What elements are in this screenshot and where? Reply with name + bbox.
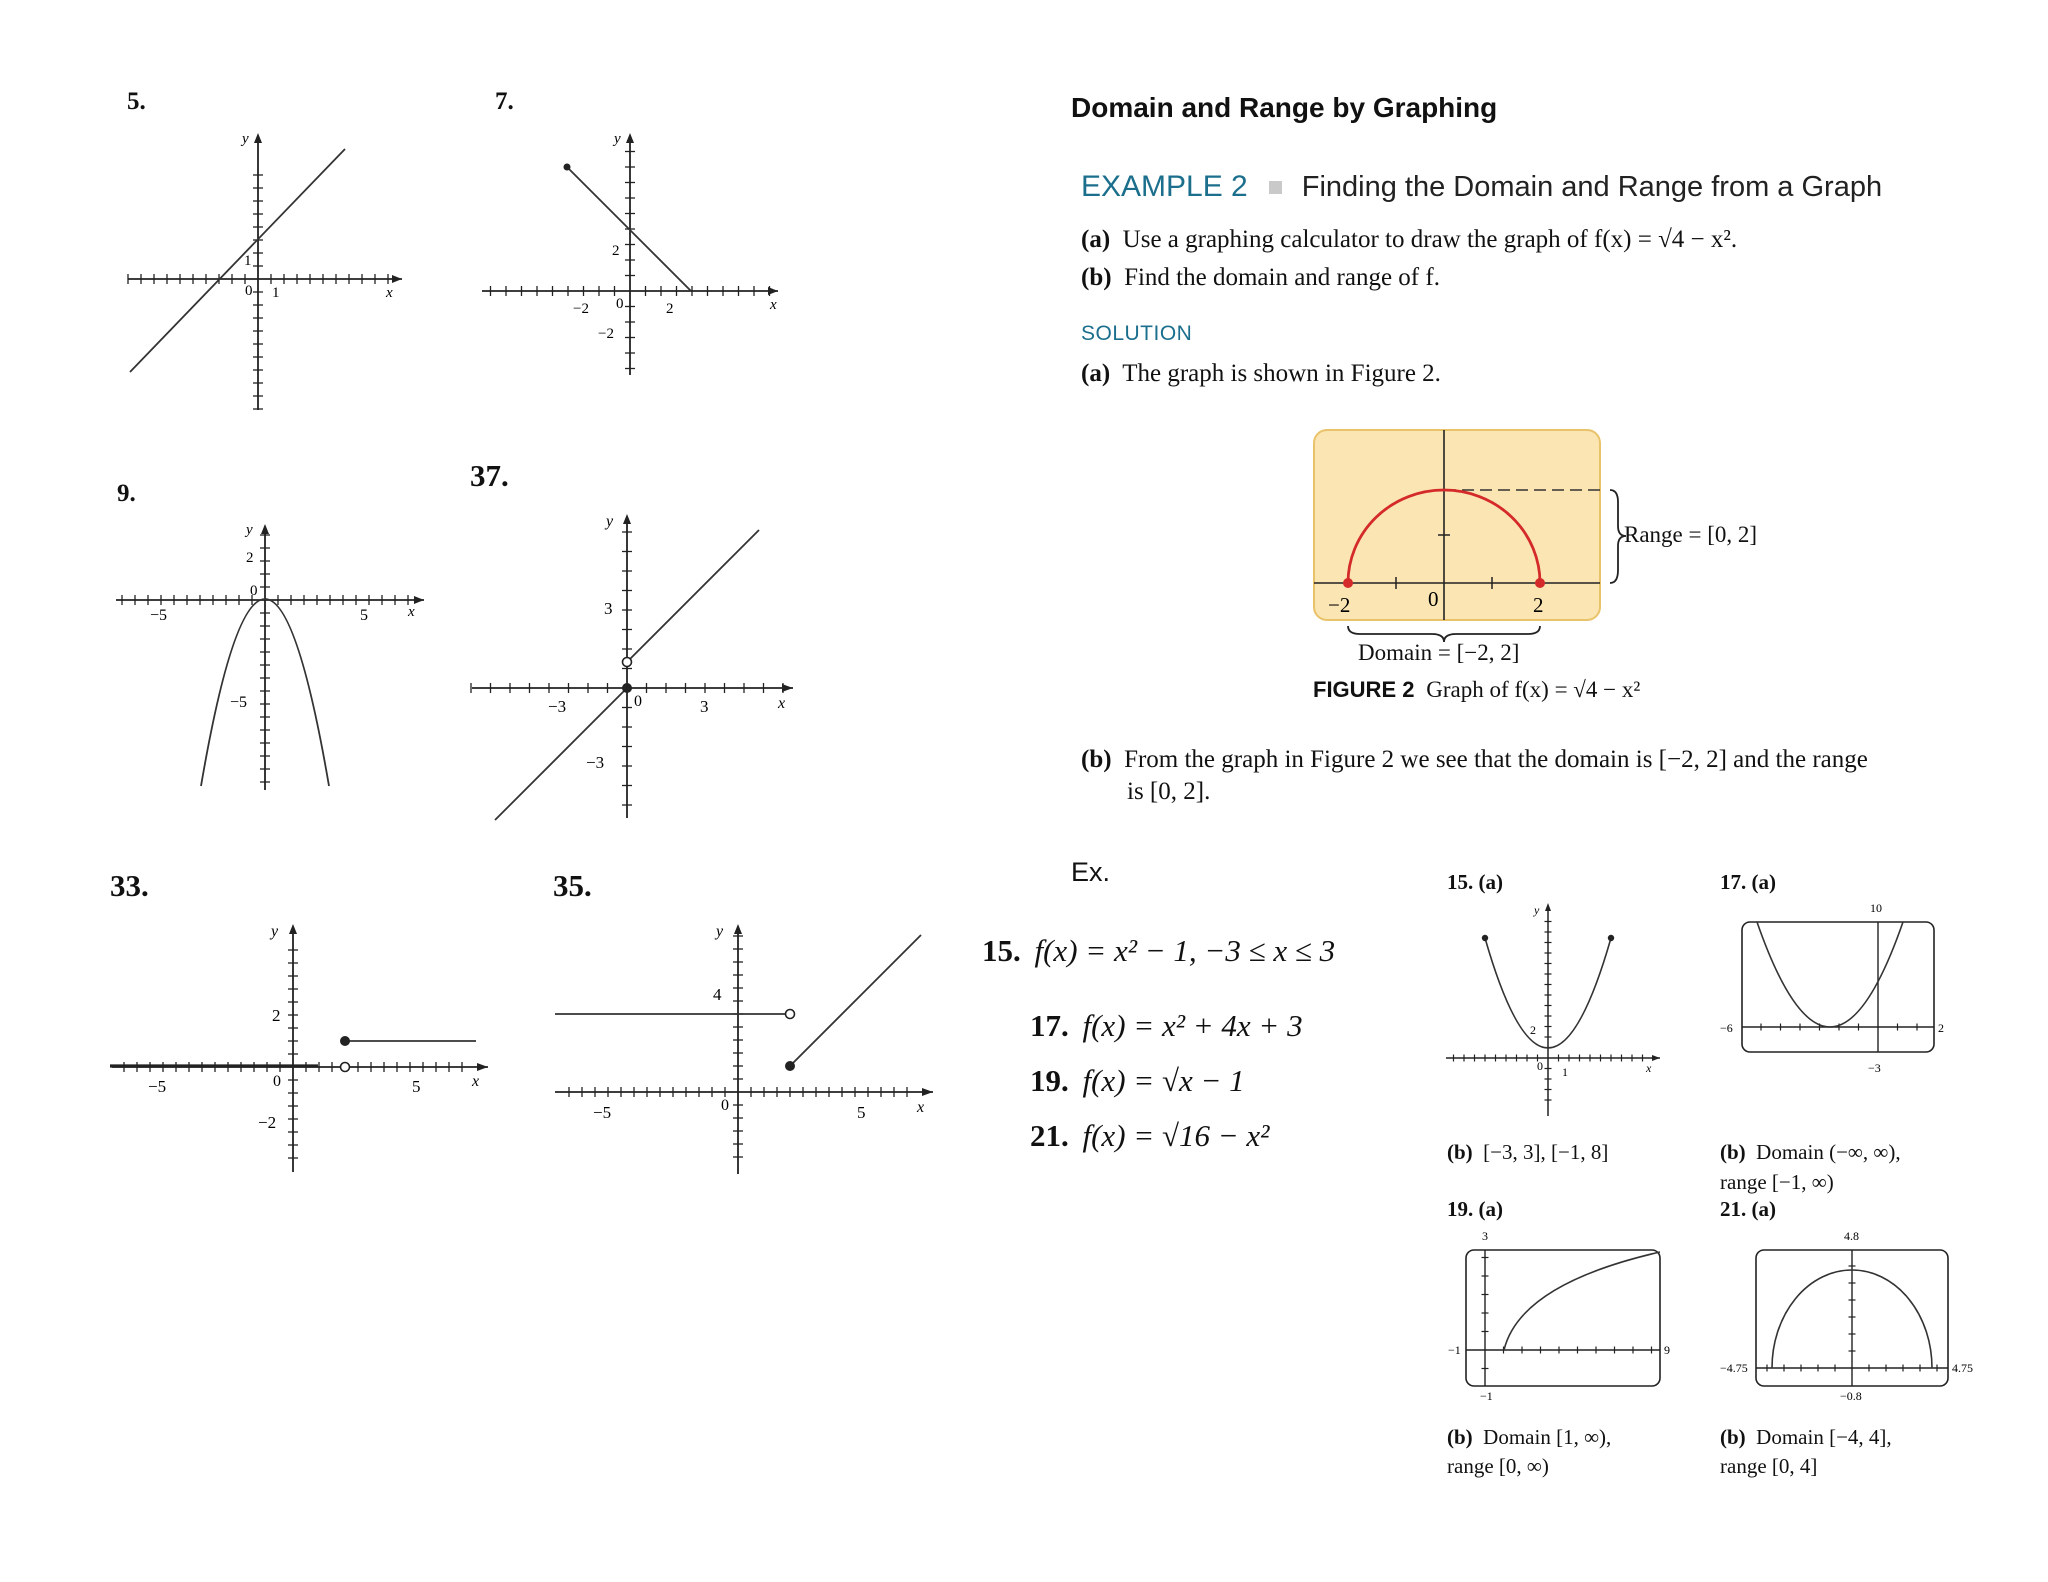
exercise-21: 21. f(x) = √16 − x² [1030,1118,1270,1153]
svg-text:3: 3 [1482,1229,1488,1243]
answer-15-title: 15. (a) [1447,870,1503,894]
svg-text:9: 9 [1664,1343,1670,1357]
tick-label-origin: 0 [245,283,253,299]
tick-label-yneg3: −3 [586,753,605,772]
tick-label-yneg2: −2 [258,1113,277,1132]
point-open [786,1010,795,1019]
svg-text:y: y [1534,903,1540,917]
graph-problem-5 [120,125,410,425]
y-axis-label: y [242,131,249,147]
exercise-17: 17. f(x) = x² + 4x + 3 [1030,1008,1303,1043]
svg-text:x: x [778,695,786,712]
tick-label-y3: 3 [604,599,613,618]
answer-17-b-cont: range [−1, ∞) [1720,1170,1834,1194]
figure-caption-text: Graph of f(x) = √4 − x² [1426,677,1641,702]
figure-caption [1313,677,1640,703]
answer-15-b: (b) [−3, 3], [−1, 8] [1447,1140,1609,1164]
example-title: Finding the Domain and Range from a Graph [1301,171,1883,203]
point-closed [785,1061,795,1071]
svg-text:−1: −1 [1480,1389,1493,1403]
tick-label-y4: 4 [713,985,722,1004]
svg-text:−6: −6 [1720,1021,1733,1035]
tick-label-xneg5: −5 [593,1103,612,1122]
figure-caption-label: FIGURE 2 [1313,677,1415,702]
problem-number-5: 5. [127,88,146,115]
tick-label-x5: 5 [360,607,368,624]
svg-text:−0.8: −0.8 [1840,1389,1862,1403]
solution-part-b: (b) From the graph in Figure 2 we see that the domain is [−2, 2] and the range [1081,746,1868,773]
tick-label-x1: 1 [272,285,280,301]
svg-text:x: x [917,1099,925,1116]
domain-label: Domain = [−2, 2] [1358,640,1520,665]
line-graph-upper [627,530,759,662]
answer-19-graph [1440,1224,1680,1404]
graph-problem-35 [553,920,943,1180]
point-open [623,658,632,667]
figure-2-graph [1300,420,1820,710]
tick-label-x3: 3 [700,697,709,716]
answer-19-b-cont: range [0, ∞) [1447,1454,1549,1478]
tick-label-origin: 0 [273,1073,281,1090]
point-open [341,1063,350,1072]
line-graph [790,935,921,1066]
graph-problem-33 [108,920,498,1180]
tick-label-x5: 5 [412,1077,421,1096]
line-graph [567,167,691,291]
separator-square [1269,181,1282,194]
problem-number-33: 33. [110,868,149,903]
endpoint-left [1343,578,1353,588]
tick-label-xneg5: −5 [150,607,168,624]
answer-19-title: 19. (a) [1447,1197,1503,1221]
tick-label-xneg5: −5 [148,1077,167,1096]
svg-text:y: y [606,513,614,530]
svg-text:2: 2 [1530,1023,1536,1037]
x-arrow [392,275,402,283]
tick-label-x5: 5 [857,1103,866,1122]
svg-text:10: 10 [1870,901,1882,915]
answer-17-b: (b) Domain (−∞, ∞), [1720,1140,1901,1164]
problem-number-35: 35. [553,868,592,903]
answer-21-b: (b) Domain [−4, 4], [1720,1425,1892,1449]
svg-text:x: x [408,604,415,620]
problem-number-7: 7. [495,88,514,115]
svg-text:x: x [1646,1061,1652,1075]
endpoint-closed [564,164,571,171]
y-arrow [254,133,262,143]
svg-text:−1: −1 [1448,1343,1461,1357]
tick-label-origin: 0 [616,296,624,312]
example-part-a: (a) Use a graphing calculator to draw the graph of f(x) = √4 − x². [1081,226,1738,253]
answer-17-title: 17. (a) [1720,870,1776,894]
sqrt-graph [1504,1252,1660,1350]
point-closed [340,1036,350,1046]
tick-label-y2: 2 [612,243,620,259]
tick-label-origin: 0 [634,693,642,710]
tick-label-y1: 1 [244,253,252,269]
x-axis-label: x [770,297,777,313]
section-heading: Domain and Range by Graphing [1071,92,1498,123]
figure-background [1314,430,1600,620]
example-part-b: (b) Find the domain and range of f. [1081,264,1440,291]
graph-problem-37 [468,510,803,825]
exercise-15: 15. f(x) = x² − 1, −3 ≤ x ≤ 3 [982,933,1336,968]
tick-label-xneg3: −3 [548,697,567,716]
svg-text:4.8: 4.8 [1844,1229,1859,1243]
graph-problem-7 [478,125,788,385]
point-closed [622,683,632,693]
answer-21-title: 21. (a) [1720,1197,1776,1221]
svg-text:4.75: 4.75 [1952,1361,1973,1375]
svg-text:−4.75: −4.75 [1720,1361,1748,1375]
parabola-graph [1757,922,1903,1027]
answer-21-b-cont: range [0, 4] [1720,1454,1818,1478]
line-graph [130,149,345,372]
problem-number-9: 9. [117,480,136,507]
exercises-label: Ex. [1071,857,1111,887]
tick-label-origin: 0 [721,1097,729,1114]
exercise-19: 19. f(x) = √x − 1 [1030,1063,1245,1098]
tick-label-2: 2 [1533,593,1544,617]
endpoint-right [1535,578,1545,588]
solution-label: SOLUTION [1081,322,1193,345]
svg-text:−3: −3 [1868,1061,1881,1075]
example-title-line [1081,170,1882,204]
tick-label-origin: 0 [250,583,258,599]
tick-label-y2: 2 [272,1006,281,1025]
y-axis-label: y [614,131,621,147]
tick-label-neg2: −2 [1328,593,1351,617]
example-label: EXAMPLE 2 [1081,170,1248,203]
solution-part-b-cont: is [0, 2]. [1127,778,1211,805]
svg-text:y: y [246,522,253,538]
problem-number-37: 37. [470,458,509,493]
svg-text:x: x [472,1073,480,1090]
svg-text:2: 2 [1938,1021,1944,1035]
answer-21-graph [1716,1224,1986,1404]
svg-text:y: y [271,923,279,940]
graph-problem-9 [112,520,432,795]
tick-label-yneg5: −5 [230,694,248,711]
tick-label-x2: 2 [666,301,674,317]
tick-label-xneg2: −2 [573,301,589,317]
answer-17-graph [1712,898,1956,1080]
range-label: Range = [0, 2] [1624,522,1758,547]
tick-label-y2: 2 [246,550,254,566]
answer-15-graph [1442,898,1664,1120]
solution-part-a: (a) The graph is shown in Figure 2. [1081,360,1441,387]
tick-label-origin: 0 [1428,587,1439,611]
svg-text:y: y [716,923,724,940]
svg-text:0: 0 [1537,1059,1543,1073]
answer-19-b: (b) Domain [1, ∞), [1447,1425,1612,1449]
x-axis-label: x [386,285,393,301]
tick-label-yneg2: −2 [598,326,614,342]
svg-text:1: 1 [1562,1065,1568,1079]
